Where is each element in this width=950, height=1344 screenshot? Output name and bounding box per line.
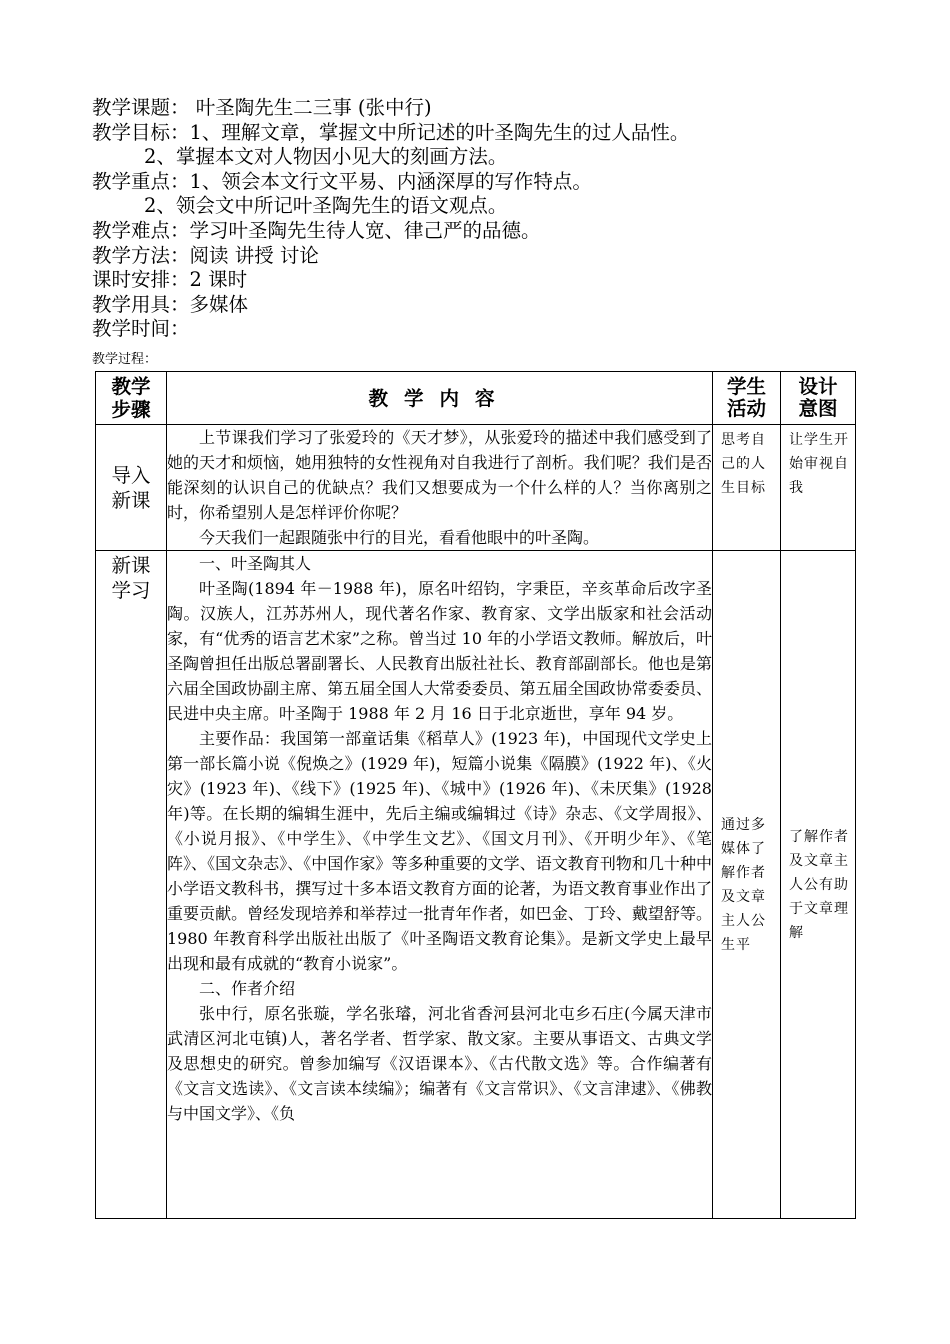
lesson-tools: 教学用具：多媒体 — [92, 292, 249, 316]
header-content: 教学内容 — [167, 372, 713, 425]
lesson-keypoint-1: 教学重点：1、领会本文行文平易、内涵深厚的写作特点。 — [92, 169, 592, 193]
header-step — [96, 372, 167, 425]
content-paragraph: 今天我们一起跟随张中行的目光，看看他眼中的叶圣陶。 — [199, 528, 600, 547]
design-intent-new-lesson: 了解作者及文章主人公有助于文章理解 — [781, 551, 856, 1219]
table-header-row — [96, 372, 856, 425]
lesson-difficulty: 教学难点：学习叶圣陶先生待人宽、律己严的品德。 — [92, 218, 541, 242]
lesson-plan-table — [95, 371, 856, 1219]
step-intro-line1: 导入 — [111, 463, 151, 487]
design-intent-intro: 让学生开始审视自我 — [781, 425, 856, 551]
header-design-line1: 设计 — [798, 375, 838, 398]
lesson-topic: 教学课题： 叶圣陶先生二三事 (张中行) — [92, 96, 432, 119]
header-step-line2: 步骤 — [111, 398, 151, 421]
lesson-keypoint-2: 2、领会文中所记叶圣陶先生的语文观点。 — [144, 194, 508, 218]
student-activity-intro: 思考自己的人生目标 — [713, 425, 781, 551]
step-new-lesson-line2: 学习 — [111, 579, 151, 602]
content-paragraph: 张中行，原名张璇，学名张璿，河北省香河县河北屯乡石庄(今属天津市武清区河北屯镇)人，著名学者、哲学家、散文家。主要从事语文、古典文学及思想史的研究。曾参加编写《汉语课本》、《古代散文选》等。合作编著有《文言文选读》、《文言读本续编》；编著有《文言常识》、《文言津逮》、《佛教与中国文学》、《负 — [167, 1004, 712, 1123]
content-paragraph: 主要作品：我国第一部童话集《稻草人》(1923 年)，中国现代文学史上第一部长篇小说《倪焕之》(1929 年)，短篇小说集《隔膜》(1922 年)、《火灾》(1923 年)、《线下》(1925 年)、《城中》(1926 年)、《未厌集》(1928 年)等。在长期的编辑生涯中，先后主编或编辑过《诗》杂志、《文学周报》、《小说月报》、《中学生》、《中学生文艺》、《国文月刊》、《开明少年》、《笔阵》、《国文杂志》、《中国作家》等多种重要的文学、语文教育刊物和几十种中小学语文教科书，撰写过十多本语文教育方面的论著，为语文教育事业作出了重要贡献。曾经发现培养和举荐过一批青年作者，如巴金、丁玲、戴望舒等。1980 年教育科学出版社出版了《叶圣陶语文教育论集》。是新文学史上最早出现和最有成就的“教育小说家”。 — [167, 729, 712, 973]
lesson-time: 教学时间： — [92, 317, 190, 341]
table-row-new-lesson — [96, 551, 856, 1219]
header-design — [781, 372, 856, 425]
content-new-lesson — [167, 551, 713, 1219]
section-heading: 一、叶圣陶其人 — [199, 554, 312, 573]
header-step-line1: 教学 — [111, 375, 151, 398]
header-student-line1: 学生 — [726, 375, 766, 398]
content-paragraph: 上节课我们学习了张爱玲的《天才梦》，从张爱玲的描述中我们感受到了她的天才和烦恼，她用独特的女性视角对自我进行了剖析。我们呢？我们是否能深刻的认识自己的优缺点？我们又想要成为一个什么样的人？当你离别之时，你希望别人是怎样评价你呢？ — [167, 428, 712, 522]
header-student — [713, 372, 781, 425]
step-intro — [96, 425, 167, 551]
process-label: 教学过程： — [92, 352, 158, 367]
step-new-lesson — [96, 551, 167, 1219]
section-heading: 二、作者介绍 — [199, 979, 296, 998]
content-intro — [167, 425, 713, 551]
header-student-line2: 活动 — [726, 397, 766, 420]
table-row-intro — [96, 425, 856, 551]
lesson-hours: 课时安排：2 课时 — [92, 268, 248, 292]
content-paragraph: 叶圣陶(1894 年－1988 年)，原名叶绍钧，字秉臣，辛亥革命后改字圣陶。汉族人，江苏苏州人，现代著名作家、教育家、文学出版家和社会活动家，有“优秀的语言艺术家”之称。曾当过 10 年的小学语文教师。解放后，叶圣陶曾担任出版总署副署长、人民教育出版社社长、教育部副部长。他也是第六届全国政协副主席、第五届全国人大常委委员、第五届全国政协常委委员、民进中央主席。叶圣陶于 1988 年 2 月 16 日于北京逝世，享年 94 岁。 — [167, 579, 712, 723]
lesson-goal-1: 教学目标：1、理解文章，掌握文中所记述的叶圣陶先生的过人品性。 — [92, 120, 690, 144]
lesson-header — [92, 96, 862, 342]
header-design-line2: 意图 — [798, 397, 838, 420]
step-intro-line2: 新课 — [111, 488, 151, 512]
student-activity-new-lesson: 通过多媒体了解作者及文章主人公生平 — [713, 551, 781, 1219]
lesson-goal-2: 2、掌握本文对人物因小见大的刻画方法。 — [144, 145, 508, 169]
lesson-method: 教学方法：阅读 讲授 讨论 — [92, 243, 319, 267]
step-new-lesson-line1: 新课 — [111, 554, 151, 577]
